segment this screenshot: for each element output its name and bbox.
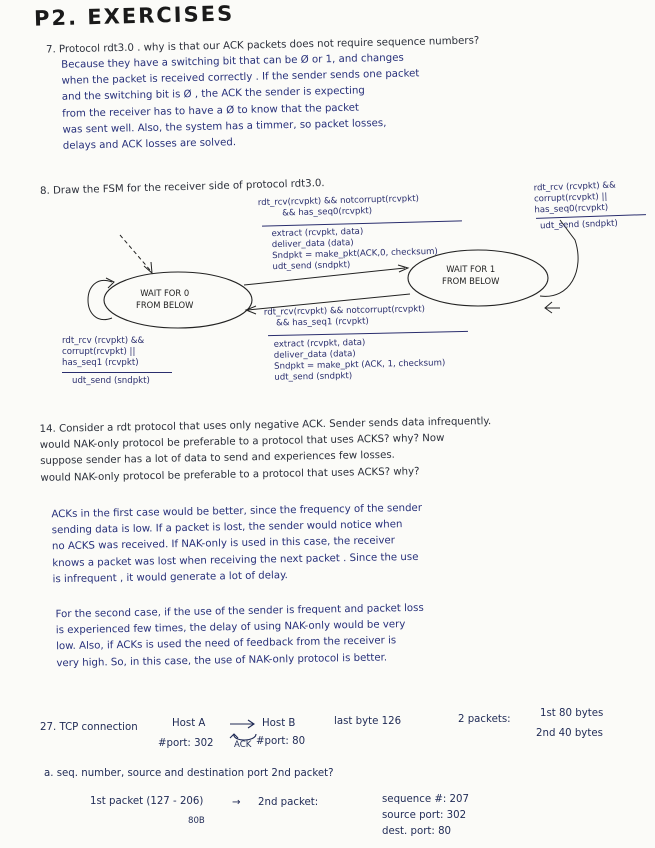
q14-answer-line: ACKs in the first case would be better, since the frequency of the sender bbox=[51, 502, 423, 521]
q14-answer-line: knows a packet was lost when receiving the next packet . Since the use bbox=[52, 551, 419, 569]
divider bbox=[62, 372, 172, 373]
q14-question bbox=[39, 414, 492, 487]
state-0-label: WAIT FOR 0 FROM BELOW bbox=[136, 288, 194, 310]
q14-question-line: would NAK-only protocol be preferable to a protocol that uses ACKS? why? bbox=[40, 465, 420, 484]
q14-answer-line: no ACKS was received. If NAK-only is used in this case, the receiver bbox=[51, 535, 395, 553]
packet-2-size: 2nd 40 bytes bbox=[536, 728, 603, 739]
arrow-icon: → bbox=[232, 797, 241, 808]
q7-answer-line: was sent well. Also, the system has a timmer, so packet losses, bbox=[62, 117, 387, 136]
port-a: #port: 302 bbox=[158, 738, 214, 749]
q14-answer-1 bbox=[51, 501, 423, 588]
host-b: Host B bbox=[262, 718, 296, 729]
q14-answer-2 bbox=[55, 601, 424, 672]
q14-answer-line: For the second case, if the use of the sender is frequent and packet loss bbox=[55, 602, 424, 621]
right-self-loop-action: udt_send (sndpkt) bbox=[539, 218, 618, 232]
self-loop-state-0 bbox=[88, 280, 112, 319]
q27a-question: a. seq. number, source and destination port 2nd packet? bbox=[44, 768, 334, 779]
q7-answer-line: when the packet is received correctly . If the sender sends one packet bbox=[61, 68, 420, 87]
q8-question: 8. Draw the FSM for the receiver side of protocol rdt3.0. bbox=[39, 178, 325, 197]
q27-label: 27. TCP connection bbox=[40, 722, 138, 733]
sequence-number: sequence #: 207 bbox=[382, 794, 469, 805]
q14-answer-line: sending data is low. If a packet is lost, the sender would notice when bbox=[51, 519, 403, 537]
q7-answer-line: delays and ACK losses are solved. bbox=[62, 137, 237, 152]
host-a: Host A bbox=[172, 718, 206, 729]
first-packet-range: 1st packet (127 - 206) bbox=[90, 796, 204, 807]
left-self-loop-condition: rdt_rcv (rcvpkt) && corrupt(rcvpkt) || has_seq1 (rcvpkt) bbox=[62, 336, 145, 368]
q14-answer-line: is infrequent , it would generate a lot of delay. bbox=[52, 569, 288, 585]
q14-answer-line: low. Also, if ACKs is used the need of feedback from the receiver is bbox=[56, 635, 397, 653]
source-port: source port: 302 bbox=[382, 810, 467, 821]
q7-answer-line: Because they have a switching bit that can be Ø or 1, and changes bbox=[61, 52, 404, 71]
first-packet-size: 80B bbox=[188, 816, 205, 826]
right-self-loop-condition: rdt_rcv (rcvpkt) && corrupt(rcvpkt) || has_seq0(rcvpkt) bbox=[533, 180, 616, 216]
initial-arrow bbox=[120, 235, 150, 270]
top-transition-action: extract (rcvpkt, data) deliver_data (data) Sndpkt = make_pkt(ACK,0, checksum) udt_send (sndpkt) bbox=[271, 226, 438, 273]
bottom-transition-condition: rdt_rcv(rcvpkt) && notcorrupt(rcvpkt) && has_seq1 (rcvpkt) bbox=[263, 304, 426, 329]
q14-question-line: suppose sender has a lot of data to send and experiences few losses. bbox=[40, 450, 395, 468]
bottom-transition-action: extract (rcvpkt, data) deliver_data (data) Sndpkt = make_pkt (ACK, 1, checksum) udt_send (sndpkt) bbox=[273, 337, 446, 383]
last-byte: last byte 126 bbox=[334, 716, 402, 727]
packet-1-size: 1st 80 bytes bbox=[540, 708, 604, 719]
state-1-label: WAIT FOR 1 FROM BELOW bbox=[442, 264, 500, 286]
q14-answer-line: very high. So, in this case, the use of NAK-only protocol is better. bbox=[56, 652, 388, 669]
q14-question-line: 14. Consider a rdt protocol that uses only negative ACK. Sender sends data infrequently. bbox=[39, 416, 492, 435]
page-title: P2. EXERCISES bbox=[33, 1, 235, 31]
q7-question: 7. Protocol rdt3.0 . why is that our ACK packets does not require sequence numbers? bbox=[45, 35, 480, 56]
left-self-loop-action: udt_send (sndpkt) bbox=[72, 376, 150, 386]
q14-question-line: would NAK-only protocol be preferable to a protocol that uses ACKS? why? Now bbox=[39, 433, 445, 452]
packets-label: 2 packets: bbox=[458, 714, 511, 725]
top-transition-condition: rdt_rcv(rcvpkt) && notcorrupt(rcvpkt) && has_seq0(rcvpkt) bbox=[257, 193, 420, 219]
port-b: #port: 80 bbox=[256, 736, 306, 747]
destination-port: dest. port: 80 bbox=[382, 826, 452, 837]
q14-answer-line: is experienced few times, the delay of using NAK-only would be very bbox=[55, 619, 406, 637]
second-packet-label: 2nd packet: bbox=[258, 797, 319, 808]
ack-label: ACK bbox=[234, 740, 252, 750]
q7-answer-line: from the receiver has to have a Ø to know that the packet bbox=[62, 102, 360, 120]
q7-answer-line: and the switching bit is Ø , the ACK the sender is expecting bbox=[61, 85, 365, 104]
